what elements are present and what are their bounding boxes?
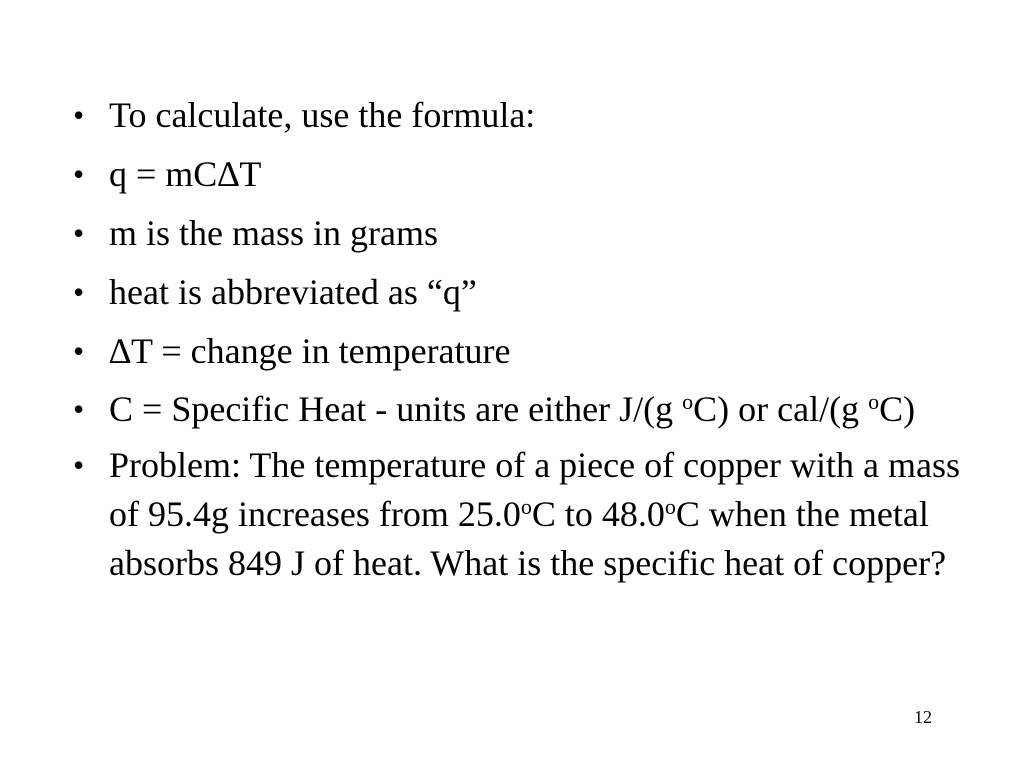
bullet-list	[73, 88, 973, 592]
bullet-mass	[73, 206, 973, 261]
page-number: 12	[914, 707, 932, 727]
problem-text-1: Problem: The temperature of a piece of copper with a mass of 95.4g increases from 25.0	[109, 445, 961, 534]
bullet-dot: •	[73, 215, 85, 251]
bullet-text: q = mC∆T	[109, 154, 262, 194]
degree-superscript: o	[682, 389, 694, 414]
degree-superscript: o	[520, 494, 532, 519]
problem-text-3: C when the metal absorbs 849 J of heat. What is the specific heat of copper?	[109, 494, 947, 583]
degree-superscript: o	[664, 494, 676, 519]
bullet-text: heat is abbreviated as “q”	[109, 272, 477, 312]
bullet-dot: •	[73, 333, 85, 369]
specific-heat-text-2: C) or cal/(g	[693, 389, 869, 429]
bullet-dot: •	[73, 156, 85, 192]
bullet-text: m is the mass in grams	[109, 213, 438, 253]
bullet-specific-heat	[73, 383, 973, 435]
bullet-delta-t	[73, 324, 973, 379]
bullet-dot: •	[73, 274, 85, 310]
bullet-formula-intro	[73, 88, 973, 143]
degree-superscript: o	[868, 389, 880, 414]
bullet-text: ∆T = change in temperature	[109, 331, 511, 371]
bullet-dot: •	[73, 447, 85, 483]
bullet-dot: •	[73, 391, 85, 427]
bullet-heat	[73, 265, 973, 320]
specific-heat-text-1: C = Specific Heat - units are either J/(g	[109, 389, 683, 429]
bullet-dot: •	[73, 97, 85, 133]
bullet-text: To calculate, use the formula:	[109, 95, 536, 135]
specific-heat-text-3: C)	[879, 389, 916, 429]
bullet-problem	[73, 441, 973, 588]
bullet-formula	[73, 147, 973, 202]
problem-text-2: C to 48.0	[531, 494, 665, 534]
